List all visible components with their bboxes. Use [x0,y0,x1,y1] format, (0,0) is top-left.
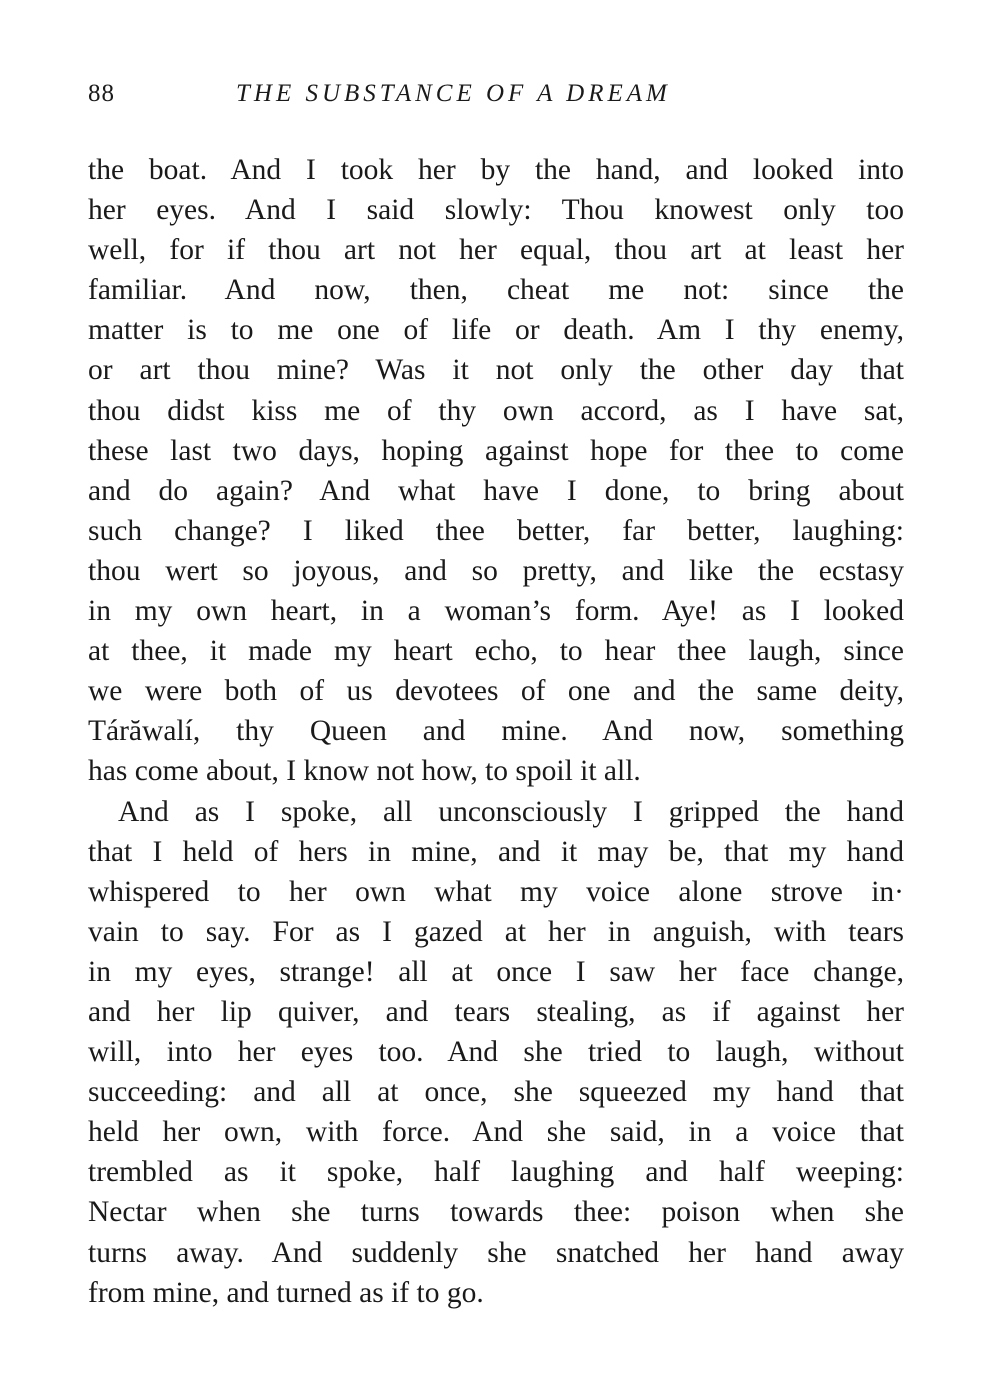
text-line: these last two days, hoping against hope for thee to come [88,434,904,467]
text-line: succeeding: and all at once, she squeezed my hand that [88,1076,904,1109]
text-line: we were both of us devotees of one and the same deity, [88,675,904,708]
text-line: thou didst kiss me of thy own accord, as I have sat, [88,394,904,427]
text-line: and do again? And what have I done, to bring about [88,474,904,507]
text-line: familiar. And now, then, cheat me not: since the [88,274,904,307]
text-line: And as I spoke, all unconsciously I gripped the hand [118,795,904,828]
paragraph-1 [88,150,904,792]
text-line: matter is to me one of life or death. Am I thy enemy, [88,314,904,347]
text-line: trembled as it spoke, half laughing and half weeping: [88,1156,904,1189]
text-line: turns away. And suddenly she snatched her hand away [88,1236,904,1269]
paragraph-2 [88,792,904,1313]
text-line: vain to say. For as I gazed at her in anguish, with tears [88,915,904,948]
text-line: and her lip quiver, and tears stealing, as if against her [88,995,904,1028]
text-line: in my own heart, in a woman’s form. Aye! as I looked [88,595,904,628]
text-line: thou wert so joyous, and so pretty, and like the ecstasy [88,554,904,587]
text-line: Nectar when she turns towards thee: poison when she [88,1196,904,1229]
text-line: or art thou mine? Was it not only the other day that [88,354,904,387]
text-line: at thee, it made my heart echo, to hear thee laugh, since [88,635,904,668]
text-line: that I held of hers in mine, and it may be, that my hand [88,835,904,868]
text-line: in my eyes, strange! all at once I saw her face change, [88,955,904,988]
text-line: well, for if thou art not her equal, thou art at least her [88,234,904,267]
text-line: has come about, I know not how, to spoil it all. [88,755,641,788]
running-title: THE SUBSTANCE OF A DREAM [236,80,671,107]
text-line: whispered to her own what my voice alone strove in· [88,875,904,908]
running-head [88,80,904,114]
body-text [88,150,904,1313]
text-line: from mine, and turned as if to go. [88,1276,484,1309]
page-number: 88 [88,80,115,107]
text-line: her eyes. And I said slowly: Thou knowest only too [88,194,904,227]
text-line: held her own, with force. And she said, in a voice that [88,1116,904,1149]
text-line: the boat. And I took her by the hand, and looked into [88,154,904,186]
text-line: Tárăwalí, thy Queen and mine. And now, something [88,715,904,748]
text-line: will, into her eyes too. And she tried to laugh, without [88,1036,904,1069]
text-line: such change? I liked thee better, far better, laughing: [88,514,904,547]
